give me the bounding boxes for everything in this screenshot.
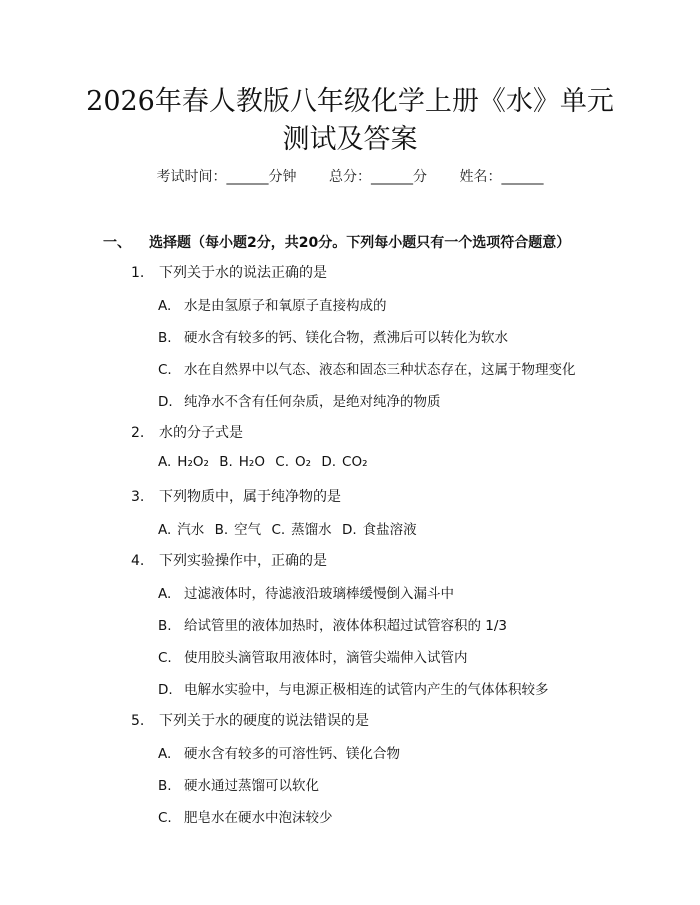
option-4b xyxy=(158,614,507,634)
option-text: 食盐溶液 xyxy=(362,522,417,538)
option-text: 肥皂水在硬水中泡沫较少 xyxy=(184,810,333,826)
question-5 xyxy=(131,710,369,730)
question-number: 4. xyxy=(131,553,145,569)
section-title: 选择题（每小题2分，共20分。下列每小题只有一个选项符合题意） xyxy=(149,235,571,251)
option-letter: D. xyxy=(321,454,337,470)
option-5c xyxy=(158,806,333,826)
option-text: 硬水通过蒸馏可以软化 xyxy=(184,778,319,794)
option-text: 硬水含有较多的可溶性钙、镁化合物 xyxy=(184,746,400,762)
option-letter: B. xyxy=(214,522,229,538)
option-text: 空气 xyxy=(234,522,262,538)
option-text: O₂ xyxy=(294,454,312,470)
option-text: 过滤液体时，待滤液沿玻璃棒缓慢倒入漏斗中 xyxy=(184,586,454,602)
question-number: 5. xyxy=(131,713,145,729)
question-text: 水的分子式是 xyxy=(159,425,243,441)
exam-time-label: 考试时间：______分钟 xyxy=(156,169,297,185)
question-text: 下列实验操作中，正确的是 xyxy=(159,553,327,569)
option-letter: D. xyxy=(341,522,357,538)
question-number: 1. xyxy=(131,265,145,281)
option-text: H₂O₂ xyxy=(177,454,209,470)
document-title-line-1: 2026年春人教版八年级化学上册《水》单元 xyxy=(86,86,614,117)
option-letter: A. xyxy=(158,522,172,538)
question-number: 3. xyxy=(131,489,145,505)
option-4d xyxy=(158,678,549,698)
option-5b xyxy=(158,774,319,794)
option-letter: A. xyxy=(158,586,172,602)
document-title-line-2: 测试及答案 xyxy=(282,124,418,155)
option-letter: D. xyxy=(158,682,173,698)
question-text: 下列关于水的说法正确的是 xyxy=(159,265,327,281)
option-1d xyxy=(158,390,441,410)
option-letter: B. xyxy=(158,330,172,346)
question-1 xyxy=(131,262,327,282)
option-letter: C. xyxy=(158,362,172,378)
option-4c xyxy=(158,646,468,666)
option-1b xyxy=(158,326,508,346)
exam-meta xyxy=(0,166,700,186)
option-text: 汽水 xyxy=(177,522,205,538)
option-text: H₂O xyxy=(238,454,265,470)
question-text: 下列关于水的硬度的说法错误的是 xyxy=(159,713,369,729)
option-letter: A. xyxy=(158,746,172,762)
option-text: 水在自然界中以气态、液态和固态三种状态存在，这属于物理变化 xyxy=(184,362,576,378)
option-letter: A. xyxy=(158,298,172,314)
options-3-inline xyxy=(158,518,417,538)
student-name-label: 姓名：______ xyxy=(459,169,544,185)
option-letter: C. xyxy=(158,650,172,666)
option-letter: B. xyxy=(158,618,172,634)
option-letter: C. xyxy=(158,810,172,826)
option-letter: B. xyxy=(158,778,172,794)
question-text: 下列物质中，属于纯净物的是 xyxy=(159,489,341,505)
option-5a xyxy=(158,742,400,762)
option-text: 电解水实验中，与电源正极相连的试管内产生的气体体积较多 xyxy=(184,682,549,698)
section-heading xyxy=(103,232,570,252)
option-text: 水是由氢原子和氧原子直接构成的 xyxy=(184,298,387,314)
section-number: 一、 xyxy=(103,235,131,251)
option-letter: C. xyxy=(271,522,286,538)
option-text: 蒸馏水 xyxy=(291,522,332,538)
total-score-label: 总分：______分 xyxy=(329,169,427,185)
question-number: 2. xyxy=(131,425,145,441)
question-3 xyxy=(131,486,341,506)
question-4 xyxy=(131,550,327,570)
option-text: CO₂ xyxy=(342,454,368,470)
option-letter: C. xyxy=(275,454,289,470)
option-1a xyxy=(158,294,387,314)
options-2-inline xyxy=(158,454,367,470)
option-text: 给试管里的液体加热时，液体体积超过试管容积的 1/3 xyxy=(184,618,508,634)
option-text: 纯净水不含有任何杂质，是绝对纯净的物质 xyxy=(184,394,441,410)
option-letter: A. xyxy=(158,454,172,470)
option-text: 使用胶头滴管取用液体时，滴管尖端伸入试管内 xyxy=(184,650,468,666)
option-1c xyxy=(158,358,576,378)
question-2 xyxy=(131,422,243,442)
option-letter: D. xyxy=(158,394,173,410)
option-letter: B. xyxy=(219,454,233,470)
option-4a xyxy=(158,582,454,602)
option-text: 硬水含有较多的钙、镁化合物，煮沸后可以转化为软水 xyxy=(184,330,508,346)
